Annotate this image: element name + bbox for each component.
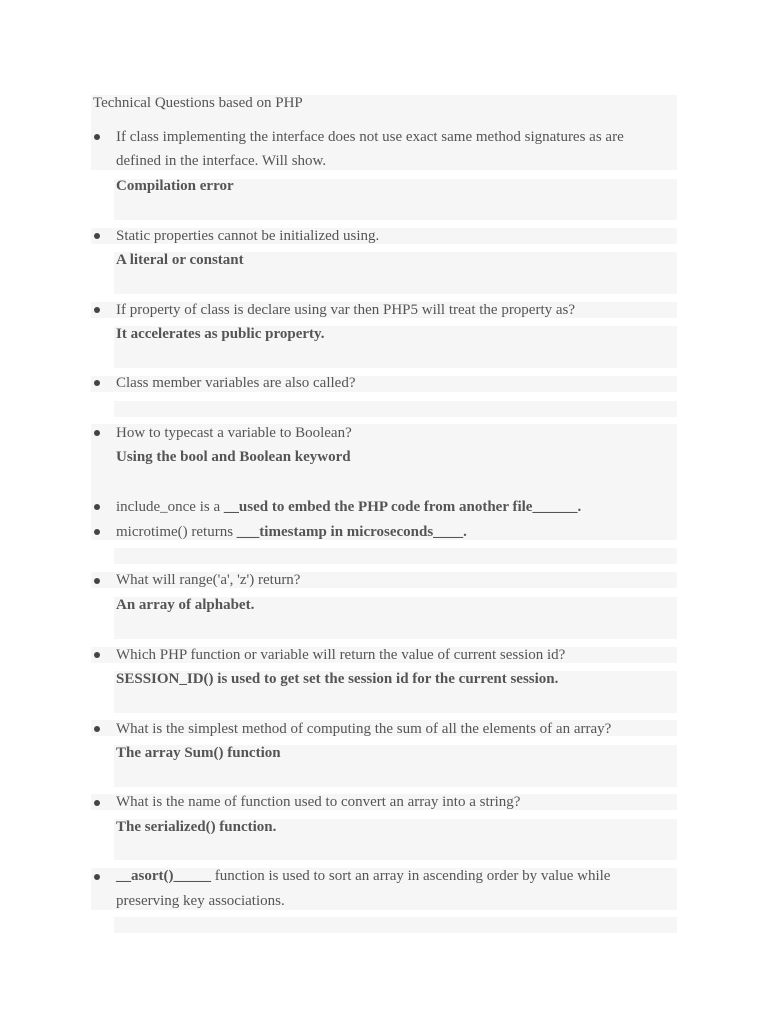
bullet-icon (94, 726, 100, 732)
question-text: What will range('a', 'z') return? (116, 572, 301, 588)
answer-inline: ___timestamp in microseconds____. (236, 524, 467, 540)
answer-inline: __used to embed the PHP code from another file______. (223, 499, 582, 515)
shade-band (114, 401, 677, 417)
question-text: defined in the interface. Will show. (116, 153, 327, 169)
bullet-icon (94, 430, 100, 436)
question-text: What is the name of function used to convert an array into a string? (116, 794, 521, 810)
question-text (116, 522, 467, 542)
answer-text: An array of alphabet. (116, 597, 255, 613)
question-prefix: include_once is a (116, 499, 224, 515)
question-text: preserving key associations. (116, 893, 285, 909)
question-text: How to typecast a variable to Boolean? (116, 425, 352, 441)
bullet-icon (94, 529, 100, 535)
answer-text: Compilation error (116, 178, 234, 194)
bullet-icon (94, 380, 100, 386)
bullet-icon (94, 134, 100, 140)
bullet-icon (94, 578, 100, 584)
question-text: What is the simplest method of computing the sum of all the elements of an array? (116, 721, 612, 737)
page-title: Technical Questions based on PHP (93, 95, 303, 111)
question-text (116, 497, 581, 517)
question-suffix: function is used to sort an array in ascending order by value while (210, 868, 611, 884)
question-text: Which PHP function or variable will return the value of current session id? (116, 647, 566, 663)
bullet-icon (94, 800, 100, 806)
answer-text: The serialized() function. (116, 819, 277, 835)
answer-text: SESSION_ID() is used to get set the session id for the current session. (116, 671, 559, 687)
bullet-icon (94, 652, 100, 658)
answer-text: Using the bool and Boolean keyword (116, 449, 351, 465)
question-text (116, 866, 610, 886)
question-text: Class member variables are also called? (116, 375, 356, 391)
answer-text: It accelerates as public property. (116, 326, 325, 342)
bullet-icon (94, 874, 100, 880)
answer-text: The array Sum() function (116, 745, 281, 761)
answer-text: A literal or constant (116, 252, 244, 268)
shade-band (114, 548, 677, 564)
bullet-icon (94, 307, 100, 313)
shade-band (114, 917, 677, 933)
bullet-icon (94, 233, 100, 239)
question-prefix: microtime() returns (116, 524, 237, 540)
answer-inline: __asort()_____ (116, 868, 211, 884)
question-text: If property of class is declare using var then PHP5 will treat the property as? (116, 302, 576, 318)
bullet-icon (94, 504, 100, 510)
question-text: Static properties cannot be initialized using. (116, 228, 380, 244)
question-text: If class implementing the interface does not use exact same method signatures as are (116, 129, 624, 145)
